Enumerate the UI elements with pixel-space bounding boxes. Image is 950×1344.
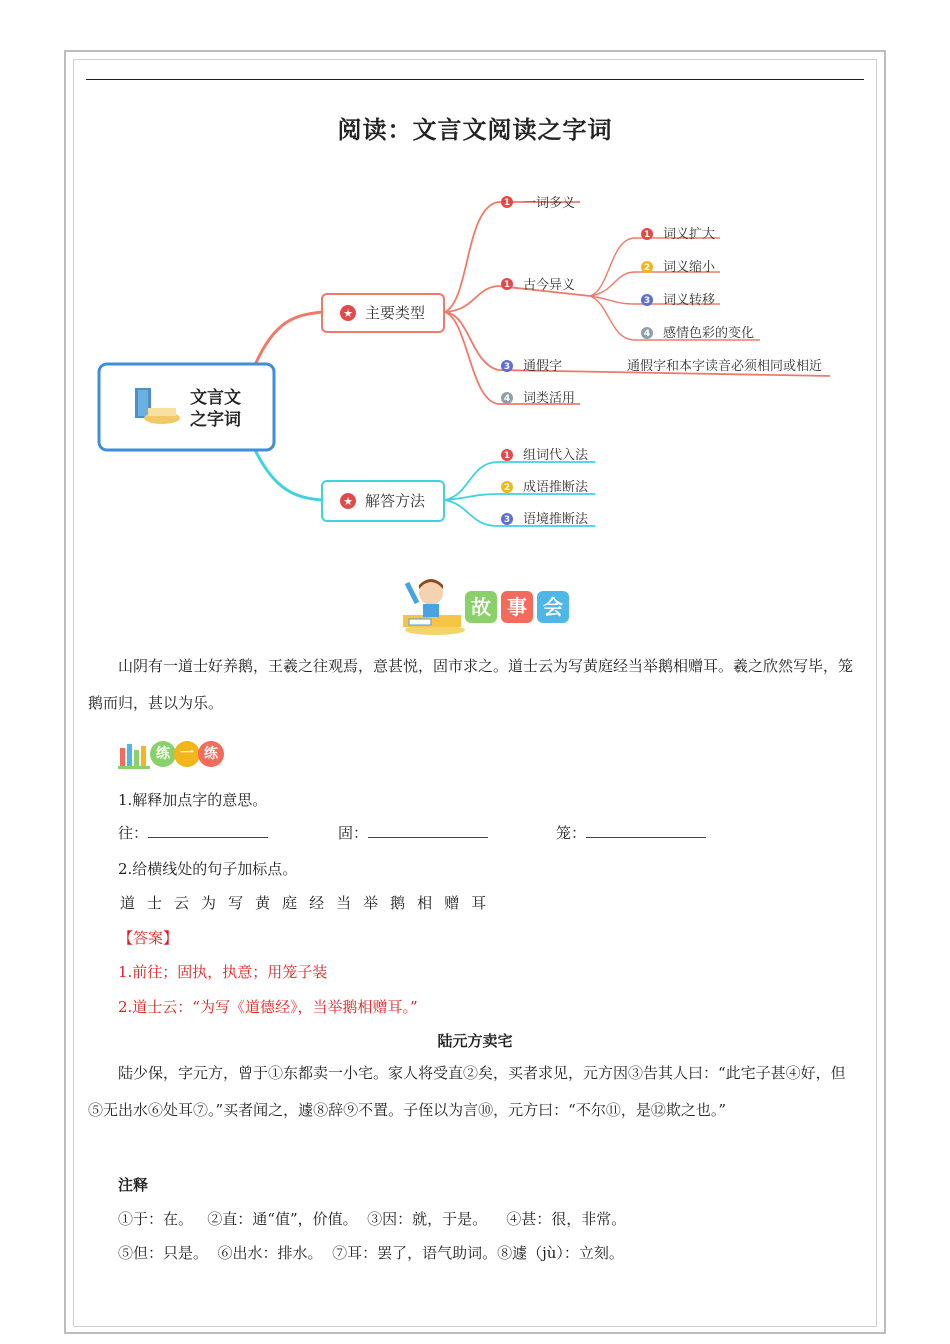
- svg-text:感情色彩的变化: 感情色彩的变化: [663, 326, 755, 341]
- svg-text:词义扩大: 词义扩大: [663, 227, 716, 242]
- notes-line-2: ⑤但：只是。 ⑥出水：排水。 ⑦耳：罢了，语气助词。⑧遽（jù）：立刻。: [118, 1244, 624, 1262]
- header-rule: [86, 79, 864, 80]
- svg-text:词义缩小: 词义缩小: [663, 260, 716, 275]
- svg-text:2: 2: [643, 263, 651, 273]
- mm-sub-ganqing: [641, 325, 754, 341]
- svg-text:词类活用: 词类活用: [523, 391, 576, 406]
- root-branch2-line: [255, 450, 322, 500]
- answer-blank[interactable]: [368, 823, 488, 838]
- answer-1: 1.前往；固执，执意；用笼子装: [118, 963, 328, 981]
- svg-text:通假字: 通假字: [523, 359, 563, 374]
- notes-line-1: ①于：在。 ②直：通“值”，价值。 ③因：就，于是。 ④甚：很，非常。: [118, 1210, 627, 1228]
- svg-text:古今异义: 古今异义: [523, 278, 576, 293]
- answer-blank[interactable]: [148, 823, 268, 838]
- q2-sentence: 道 士 云 为 写 黄 庭 经 当 举 鹅 相 赠 耳: [120, 894, 487, 912]
- answer-blank[interactable]: [586, 823, 706, 838]
- mm-child-tongjiazi: [501, 358, 822, 374]
- svg-text:1: 1: [643, 230, 651, 240]
- branch1-label: 主要类型: [365, 304, 426, 322]
- svg-text:4: 4: [643, 329, 651, 339]
- banner-char-gu: 故: [465, 591, 497, 623]
- question-2: 2.给横线处的句子加标点。: [118, 860, 298, 878]
- svg-text:1: 1: [503, 198, 511, 208]
- mm-method-yujing: [501, 511, 589, 527]
- mm-method-zuci: [501, 447, 589, 463]
- banner-char-hui: 会: [537, 591, 569, 623]
- tongjiazi-note: 通假字和本字读音必须相同或相近: [627, 359, 823, 374]
- mind-map: [90, 180, 850, 540]
- svg-text:一词多义: 一词多义: [523, 196, 576, 211]
- svg-text:4: 4: [503, 394, 511, 404]
- story-text: 山阴有一道士好养鹅，王羲之往观焉，意甚悦，固市求之。道士云为写黄庭经当举鹅相赠耳。羲之欣然写毕，笼鹅而归，甚以为乐。: [88, 657, 854, 712]
- mm-method-chengyu: [501, 479, 589, 495]
- story2-text: 陆少保，字元方，曾于①东都卖一小宅。家人将受直②矣，买者求见，元方因③告其人曰：“此宅子甚④好，但⑤无出水⑥处耳⑦。”买者闻之，遽⑧辞⑨不置。子侄以为言⑩，元方曰：“不尔⑪，是⑫欺之也。”: [88, 1064, 846, 1119]
- svg-text:3: 3: [503, 515, 511, 525]
- svg-text:2: 2: [503, 483, 511, 493]
- q1-item-long: 笼：: [556, 822, 706, 843]
- practice-char-1: 练: [150, 741, 176, 767]
- mm-sub-kuoda: [641, 226, 715, 242]
- answer-label: 【答案】: [118, 929, 179, 947]
- svg-text:语境推断法: 语境推断法: [523, 512, 589, 527]
- svg-text:1: 1: [503, 280, 511, 290]
- answer-2: 2.道士云：“为写《道德经》，当举鹅相赠耳。”: [118, 998, 418, 1016]
- story2-title: 陆元方卖宅: [437, 1032, 513, 1050]
- story-banner: [395, 575, 585, 637]
- mm-sub-suoxiao: [641, 260, 716, 275]
- notes-title: 注释: [118, 1176, 149, 1194]
- banner-char-shi: 事: [501, 591, 533, 623]
- practice-banner: [118, 738, 228, 770]
- q1-item-wang: 往：: [118, 822, 268, 843]
- star-icon: ★: [343, 495, 353, 508]
- root-node: [99, 364, 274, 450]
- practice-char-2: 一: [174, 741, 200, 767]
- svg-text:组词代入法: 组词代入法: [523, 448, 589, 463]
- mm-child-gujinyiyi: [501, 277, 575, 293]
- svg-text:词义转移: 词义转移: [663, 293, 716, 308]
- practice-char-3: 练: [198, 741, 224, 767]
- mm-child-yiciduoyi: [501, 196, 575, 211]
- svg-text:3: 3: [503, 362, 511, 372]
- pencils-icon: [118, 738, 152, 770]
- svg-text:成语推断法: 成语推断法: [523, 480, 589, 495]
- root-branch1-line: [255, 312, 322, 365]
- branch2-label: 解答方法: [365, 492, 426, 510]
- child-reading-icon: [395, 575, 465, 637]
- mm-sub-zhuanyi: [641, 293, 715, 308]
- svg-text:3: 3: [643, 296, 651, 306]
- question-1: 1.解释加点字的意思。: [118, 791, 268, 809]
- root-label-1: 文言文: [190, 388, 241, 408]
- q1-item-gu: 固：: [338, 822, 488, 843]
- svg-text:1: 1: [503, 451, 511, 461]
- star-icon: ★: [343, 307, 353, 320]
- root-label-2: 之字词: [190, 410, 241, 430]
- page-title: 阅读：文言文阅读之字词: [337, 116, 613, 144]
